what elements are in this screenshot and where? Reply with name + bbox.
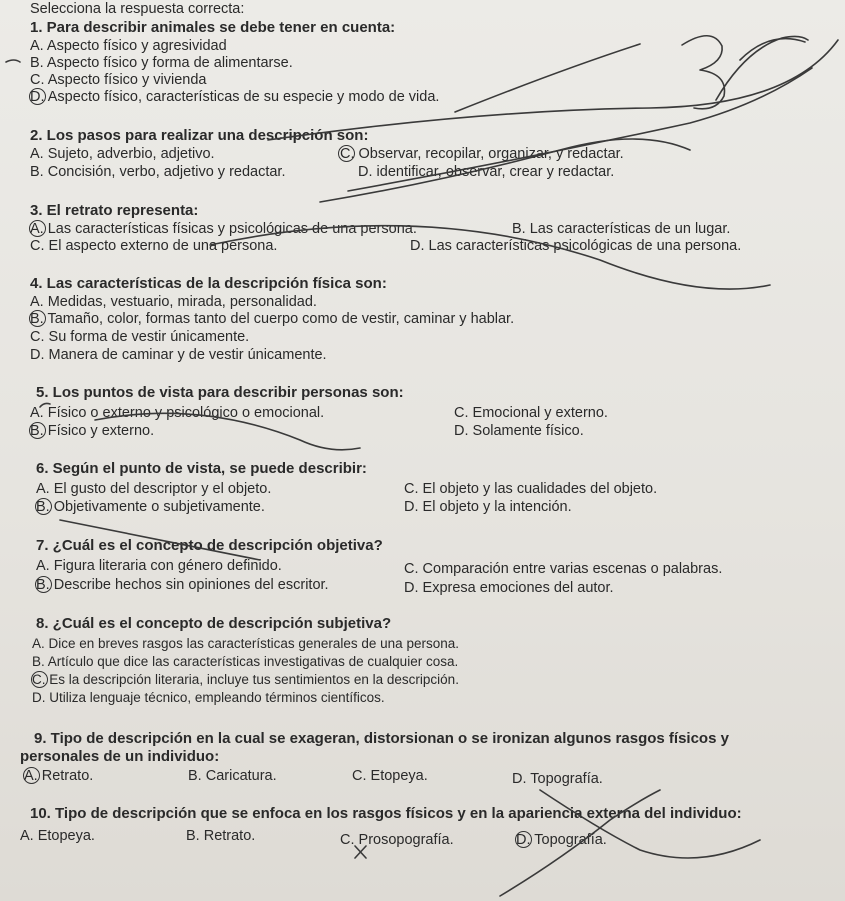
q3-answer-circle: [29, 220, 46, 237]
q2-option-a[interactable]: A. Sujeto, adverbio, adjetivo.: [30, 146, 215, 162]
q2-option-d[interactable]: D. identificar, observar, crear y redactar.: [358, 164, 615, 180]
q7-option-a[interactable]: A. Figura literaria con género definido.: [36, 558, 282, 574]
question-2: 2. Los pasos para realizar una descripción son:: [30, 127, 369, 144]
q1-option-c[interactable]: C. Aspecto físico y vivienda: [30, 72, 207, 88]
q7-option-c[interactable]: C. Comparación entre varias escenas o palabras.: [404, 561, 723, 577]
question-10: 10. Tipo de descripción que se enfoca en los rasgos físicos y en la apariencia externa del individuo:: [30, 805, 742, 822]
q6-option-c[interactable]: C. El objeto y las cualidades del objeto.: [404, 481, 658, 497]
q8-answer-circle: [31, 671, 48, 688]
q9-option-b[interactable]: B. Caricatura.: [188, 768, 277, 784]
question-3: 3. El retrato representa:: [30, 202, 199, 219]
q4-option-d[interactable]: D. Manera de caminar y de vestir únicamente.: [30, 347, 327, 363]
q8-option-b[interactable]: B. Artículo que dice las características investigativas de cualquier cosa.: [32, 654, 459, 669]
q5-answer-circle: [29, 422, 46, 439]
q2-option-b[interactable]: B. Concisión, verbo, adjetivo y redactar.: [30, 164, 286, 180]
question-9-line-1: 9. Tipo de descripción en la cual se exageran, distorsionan o se ironizan algunos rasgos físicos y: [34, 730, 729, 747]
q3-option-d[interactable]: D. Las características psicológicas de una persona.: [410, 238, 742, 254]
q1-answer-circle: [29, 88, 46, 105]
question-4: 4. Las características de la descripción física son:: [30, 275, 387, 292]
q4-option-b[interactable]: B. Tamaño, color, formas tanto del cuerpo como de vestir, caminar y hablar.: [30, 311, 515, 327]
q8-option-d[interactable]: D. Utiliza lenguaje técnico, empleando términos científicos.: [32, 690, 385, 705]
q5-option-c[interactable]: C. Emocional y externo.: [454, 405, 608, 421]
q7-option-d[interactable]: D. Expresa emociones del autor.: [404, 580, 614, 596]
q7-answer-circle: [35, 576, 52, 593]
q4-option-c[interactable]: C. Su forma de vestir únicamente.: [30, 329, 250, 345]
q3-option-b[interactable]: B. Las características de un lugar.: [512, 221, 731, 237]
score-three-stroke: [682, 36, 725, 109]
q9-option-c[interactable]: C. Etopeya.: [352, 768, 428, 784]
question-1: 1. Para describir animales se debe tener en cuenta:: [30, 19, 396, 36]
question-6: 6. Según el punto de vista, se puede describir:: [36, 460, 367, 477]
q3-option-a[interactable]: A. Las características físicas y psicológicas de una persona.: [30, 221, 417, 237]
q1-option-d[interactable]: D. Aspecto físico, características de su especie y modo de vida.: [30, 89, 440, 105]
q10-option-d[interactable]: D. Topografía.: [516, 832, 607, 848]
q9-answer-circle: [23, 767, 40, 784]
q8-option-a[interactable]: A. Dice en breves rasgos las características generales de una persona.: [32, 636, 459, 651]
q1-option-a[interactable]: A. Aspecto físico y agresividad: [30, 38, 227, 54]
q10-option-c[interactable]: C. Prosopografía.: [340, 832, 454, 848]
q1-option-b[interactable]: B. Aspecto físico y forma de alimentarse.: [30, 55, 293, 71]
q5-option-a[interactable]: A. Físico o externo y psicológico o emocional.: [30, 405, 325, 421]
q5-option-b[interactable]: B. Físico y externo.: [30, 423, 155, 439]
q2-answer-circle: [338, 145, 355, 162]
q6-option-b[interactable]: B. Objetivamente o subjetivamente.: [36, 499, 265, 515]
score-slash-stroke: [716, 36, 808, 100]
q2-option-c[interactable]: C. Observar, recopilar, organizar, y redactar.: [340, 146, 624, 162]
instruction: Selecciona la respuesta correcta:: [30, 1, 245, 17]
q6-answer-circle: [35, 498, 52, 515]
q10-option-b[interactable]: B. Retrato.: [186, 828, 256, 844]
q9-option-a[interactable]: A. Retrato.: [24, 768, 94, 784]
question-5: 5. Los puntos de vista para describir personas son:: [36, 384, 404, 401]
q10-answer-circle: [515, 831, 532, 848]
q5-option-d[interactable]: D. Solamente físico.: [454, 423, 584, 439]
q10-option-a[interactable]: A. Etopeya.: [20, 828, 95, 844]
question-7: 7. ¿Cuál es el concepto de descripción objetiva?: [36, 537, 383, 554]
q4-answer-circle: [29, 310, 46, 327]
question-9-line-2: personales de un individuo:: [20, 748, 220, 765]
q6-option-d[interactable]: D. El objeto y la intención.: [404, 499, 572, 515]
q3-option-c[interactable]: C. El aspecto externo de una persona.: [30, 238, 278, 254]
question-8: 8. ¿Cuál es el concepto de descripción subjetiva?: [36, 615, 392, 632]
q4-option-a[interactable]: A. Medidas, vestuario, mirada, personalidad.: [30, 294, 317, 310]
q8-option-c[interactable]: C. Es la descripción literaria, incluye tus sentimientos en la descripción.: [32, 672, 459, 687]
q7-option-b[interactable]: B. Describe hechos sin opiniones del escritor.: [36, 577, 329, 593]
q9-option-d[interactable]: D. Topografía.: [512, 771, 603, 787]
q6-option-a[interactable]: A. El gusto del descriptor y el objeto.: [36, 481, 272, 497]
